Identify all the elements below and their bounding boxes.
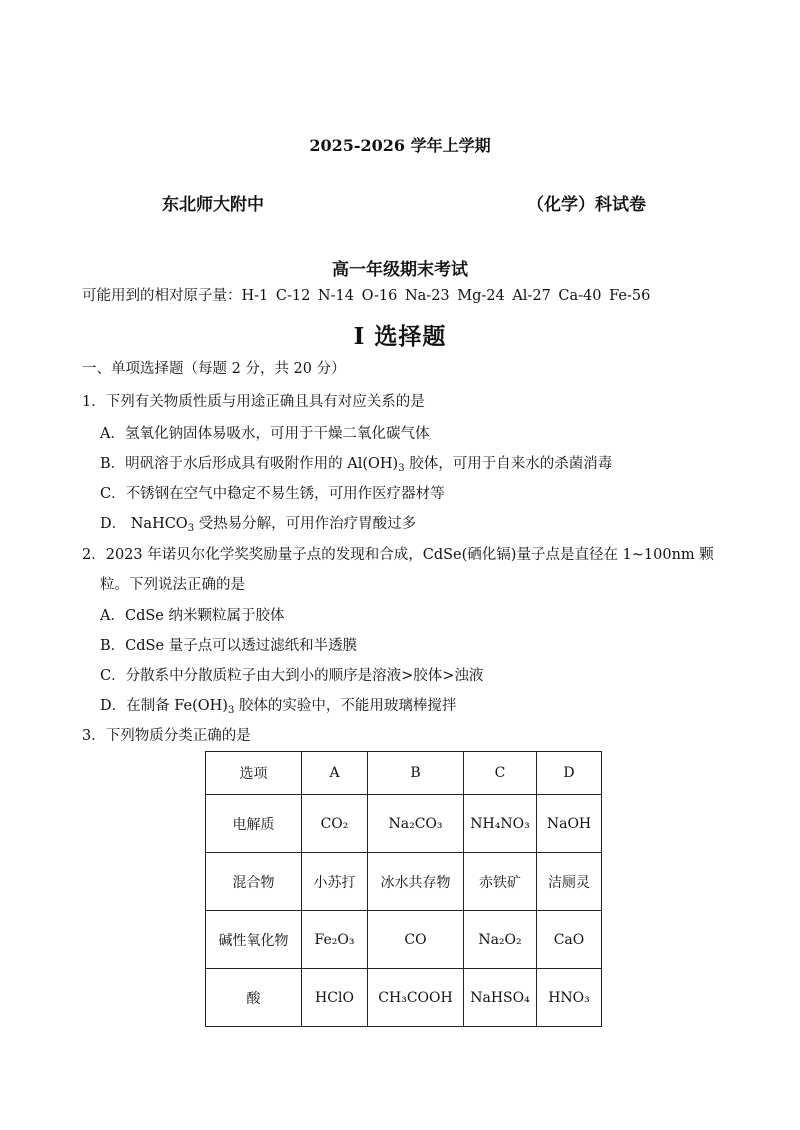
table-header-cell: B xyxy=(368,752,464,795)
q2-stem-line1: 2．2023 年诺贝尔化学奖奖励量子点的发现和合成，CdSe(硒化镉)量子点是直径在 1~100nm 颗 xyxy=(82,547,714,563)
q3-stem: 3．下列物质分类正确的是 xyxy=(82,728,251,744)
table-cell: 小苏打 xyxy=(302,853,368,911)
table-row xyxy=(206,911,602,969)
table-cell: Fe₂O₃ xyxy=(302,911,368,969)
table-cell: 赤铁矿 xyxy=(464,853,537,911)
table-cell: 洁厕灵 xyxy=(537,853,602,911)
section-title: I 选择题 xyxy=(353,323,447,350)
q1-option-d: D． NaHCO$_3$ 受热易分解，可用作治疗胃酸过多 xyxy=(100,516,417,534)
table-row xyxy=(206,853,602,911)
term-title: 2025-2026 学年上学期 xyxy=(309,136,491,155)
table-cell: NH₄NO₃ xyxy=(464,795,537,853)
table-row xyxy=(206,795,602,853)
table-cell: CaO xyxy=(537,911,602,969)
part-one-heading: 一、单项选择题（每题 2 分，共 20 分） xyxy=(82,361,346,377)
q2-option-d: D．在制备 $Fe(OH)_3$ 胶体的实验中，不能用玻璃棒搅拌 xyxy=(100,698,457,716)
table-row xyxy=(206,969,602,1027)
q1-option-a: A．氢氧化钠固体易吸水，可用于干燥二氧化碳气体 xyxy=(100,426,430,442)
exam-title: 高一年级期末考试 xyxy=(332,260,468,280)
table-header-cell: D xyxy=(537,752,602,795)
table-cell: Na₂CO₃ xyxy=(368,795,464,853)
table-header-row xyxy=(206,752,602,795)
table-cell: 冰水共存物 xyxy=(368,853,464,911)
q2-option-a: A．CdSe 纳米颗粒属于胶体 xyxy=(100,608,285,624)
q1-option-c: C．不锈钢在空气中稳定不易生锈，可用作医疗器材等 xyxy=(100,486,445,502)
table-cell: NaHSO₄ xyxy=(464,969,537,1027)
q1-stem: 1．下列有关物质性质与用途正确且具有对应关系的是 xyxy=(82,394,425,410)
q2-stem-line2: 粒。下列说法正确的是 xyxy=(100,577,245,593)
q1-option-b: B．明矾溶于水后形成具有吸附作用的 $Al(OH)_3$ 胶体，可用于自来水的杀菌消毒 xyxy=(100,456,613,474)
q2-option-c: C．分散系中分散质粒子由大到小的顺序是溶液>胶体>浊液 xyxy=(100,668,484,684)
table-cell: Na₂O₂ xyxy=(464,911,537,969)
table-cell: CO₂ xyxy=(302,795,368,853)
table-header-cell: A xyxy=(302,752,368,795)
table-cell: 电解质 xyxy=(206,795,302,853)
classification-table xyxy=(205,751,602,1027)
school-name: 东北师大附中 xyxy=(162,195,264,215)
table-header-cell: C xyxy=(464,752,537,795)
table-cell: 酸 xyxy=(206,969,302,1027)
table-cell: CO xyxy=(368,911,464,969)
table-cell: HNO₃ xyxy=(537,969,602,1027)
table-cell: NaOH xyxy=(537,795,602,853)
q2-option-b: B．CdSe 量子点可以透过滤纸和半透膜 xyxy=(100,638,358,654)
atomic-masses-note: 可能用到的相对原子量：H-1 C-12 N-14 O-16 Na-23 Mg-24 Al-27 Ca-40 Fe-56 xyxy=(82,288,651,304)
table-cell: CH₃COOH xyxy=(368,969,464,1027)
table-cell: 混合物 xyxy=(206,853,302,911)
table-cell: 碱性氧化物 xyxy=(206,911,302,969)
subject-title: （化学）科试卷 xyxy=(527,195,646,215)
table-cell: HClO xyxy=(302,969,368,1027)
table-header-cell: 选项 xyxy=(206,752,302,795)
